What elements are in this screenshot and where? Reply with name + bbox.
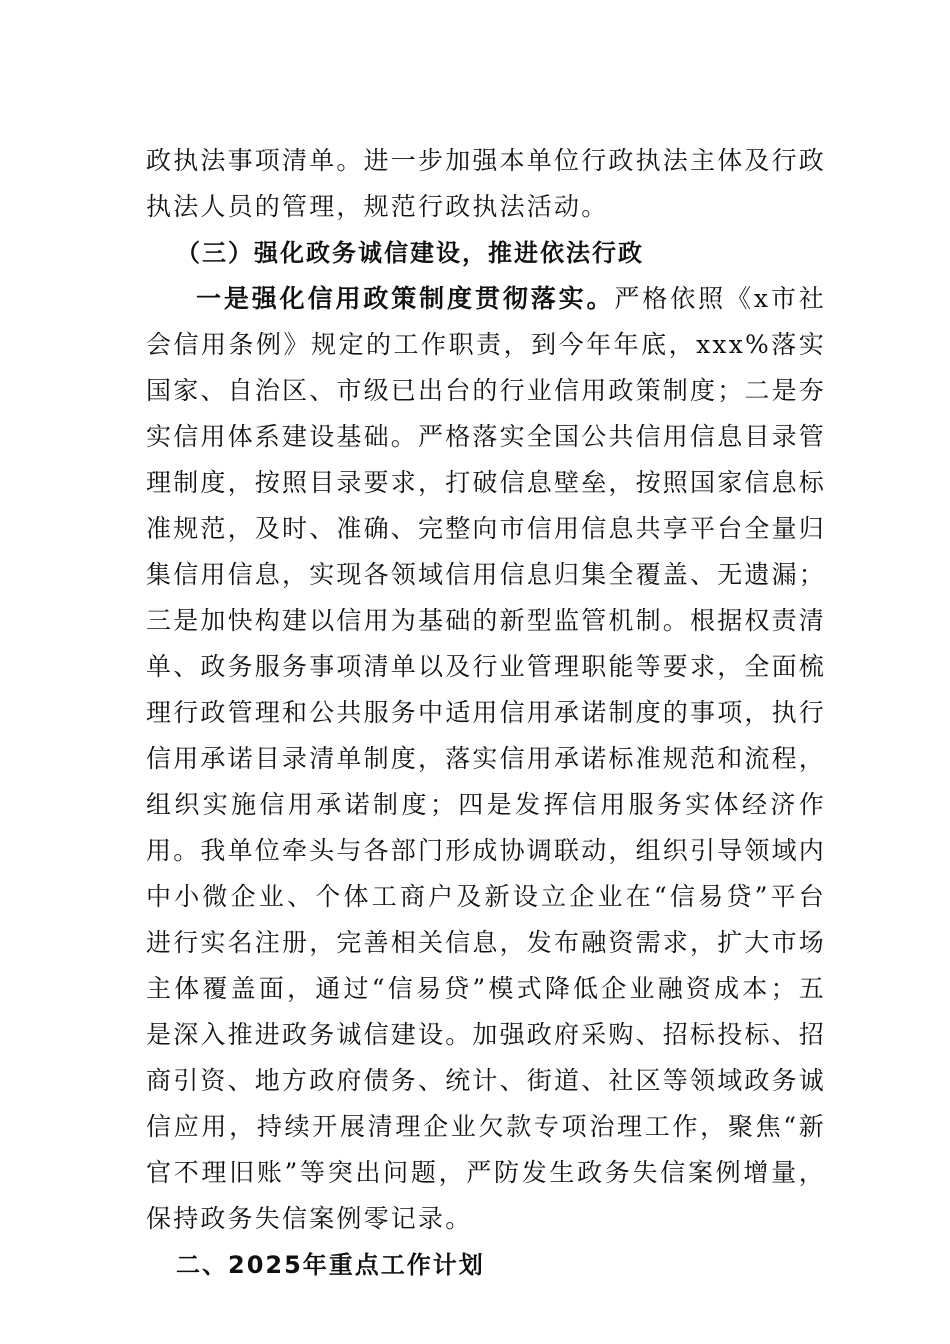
paragraph-lead: 一是强化信用政策制度贯彻落实。 [196,284,615,313]
main-paragraph [146,276,826,1242]
paragraph-body: 严格依照《x市社会信用条例》规定的工作职责，到今年年底，xxx%落实国家、自治区、市级已出台的行业信用政策制度；二是夯实信用体系建设基础。严格落实全国公共信用信息目录管理制度，按照目录要求，打破信息壁垒，按照国家信息标准规范，及时、准确、完整向市信用信息共享平台全量归集信用信息，实现各领域信用信息归集全覆盖、无遗漏；三是加快构建以信用为基础的新型监管机制。根据权责清单、政务服务事项清单以及行业管理职能等要求，全面梳理行政管理和公共服务中适用信用承诺制度的事项，执行信用承诺目录清单制度，落实信用承诺标准规范和流程，组织实施信用承诺制度；四是发挥信用服务实体经济作用。我单位牵头与各部门形成协调联动，组织引导领域内中小微企业、个体工商户及新设立企业在“信易贷”平台进行实名注册，完善相关信息，发布融资需求，扩大市场主体覆盖面，通过“信易贷”模式降低企业融资成本；五是深入推进政务诚信建设。加强政府采购、招标投标、招商引资、地方政府债务、统计、街道、社区等领域政务诚信应用，持续开展清理企业欠款专项治理工作，聚焦“新官不理旧账”等突出问题，严防发生政务失信案例增量，保持政务失信案例零记录。 [146,284,827,1233]
document-page [146,138,826,1288]
continuation-paragraph: 政执法事项清单。进一步加强本单位行政执法主体及行政执法人员的管理，规范行政执法活动。 [146,146,827,221]
section-heading: （三）强化政务诚信建设，推进依法行政 [176,239,644,267]
part-heading: 二、2025年重点工作计划 [176,1251,485,1279]
